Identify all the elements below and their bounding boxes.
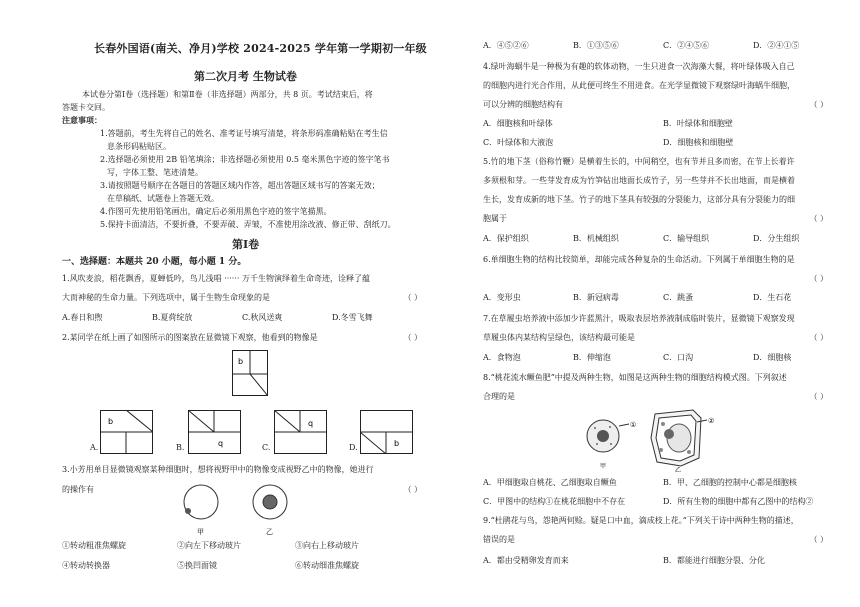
section-title: 一、选择题：本题共 20 小题，每小题 1 分。 xyxy=(62,257,247,267)
option-c: C．口沟 xyxy=(663,353,694,362)
option-a: A.春日和煦 xyxy=(62,313,103,322)
q3-field-of-view-figure xyxy=(174,482,304,538)
q3-operation: ④转动转换器 xyxy=(62,561,110,570)
q2-option-c-letter: q xyxy=(308,419,314,428)
q8-cell-figure xyxy=(583,408,733,472)
q2-option-c-figure xyxy=(274,410,327,454)
intro-text: 答题卡交回。 xyxy=(62,103,110,112)
notice-title: 注意事项： xyxy=(62,115,102,125)
option-c: C．输导组织 xyxy=(663,234,710,243)
notice-line: 息条形码粘贴区。 xyxy=(107,142,171,151)
question-2-stem: 2.某同学在纸上画了如图所示的图案放在显微镜下观察，他看到的物像是 （ ） xyxy=(62,333,422,342)
q2-option-b-figure xyxy=(188,410,241,454)
question-1-stem: 大而神秘的生命力量。下列选项中，属于生物生命现象的是 （ ） xyxy=(62,293,422,302)
question-1-stem: 1.风吹麦浪，稻花飘香，夏蝉低吟，鸟儿浅唱 ······ 万千生物演绎着生命奇迹，诠释了蕴 xyxy=(62,274,370,283)
question-4-stem: 可以分辨的细胞结构有 （ ） xyxy=(483,100,828,109)
q3-option-b: B．①③⑤⑥ xyxy=(573,41,619,50)
question-5-stem: 生长，发育成新的地下茎。竹子的地下茎具有较强的分裂能力，这部分具有分裂能力的细 xyxy=(483,195,795,204)
question-6-stem: 6.单细胞生物的结构比较简单，却能完成各种复杂的生命活动。下列属于单细胞生物的是 xyxy=(483,255,795,264)
q2-option-a-figure xyxy=(100,410,153,454)
question-3-stem: 的操作有 （ ） xyxy=(62,485,422,494)
option-c: C．跳蚤 xyxy=(663,293,694,302)
q3-operation: ①转动粗准焦螺旋 xyxy=(62,541,126,550)
option-a: A．食物泡 xyxy=(483,353,521,362)
q3-option-d: D．②④①⑤ xyxy=(753,41,800,50)
q2-option-c-label: C. xyxy=(262,443,271,452)
question-5-stem: 胞属于 （ ） xyxy=(483,214,828,223)
option-b: B．机械组织 xyxy=(573,234,619,243)
exam-title: 长春外国语(南关、净月)学校 2024-2025 学年第一学期初一年级 xyxy=(94,42,427,55)
q3-operation: ③向右上移动玻片 xyxy=(295,541,359,550)
q2-option-a-label: A. xyxy=(90,443,99,452)
notice-line: 写，字体工整、笔迹清楚。 xyxy=(107,168,203,177)
option-d: D．分生组织 xyxy=(753,234,800,243)
question-7-stem: 草履虫体内某结构呈绿色，该结构最可能是 （ ） xyxy=(483,333,828,342)
option-d: D．所有生物的细胞中都有乙图中的结构② xyxy=(663,497,814,506)
q2-option-b-label: B. xyxy=(176,443,185,452)
q3-operation: ⑤换凹面镜 xyxy=(177,561,217,570)
option-a: A．甲细胞取自桃花、乙细胞取自鳜鱼 xyxy=(483,478,617,487)
question-3-stem: 3.小芳用单目显微镜观察某种细胞时，想将视野甲中的物像变成视野乙中的物像，她进行 xyxy=(62,465,374,474)
question-4-stem: 4.绿叶海蜗牛是一种极为有趣的软体动物，一生只进食一次海藻大餐，将叶绿体吸入自己 xyxy=(483,62,795,71)
notice-line: 1.答题前，考生先将自己的姓名、准考证号填写清楚，将条形码准确粘贴在考生信 xyxy=(100,129,388,138)
exam-subtitle: 第二次月考 生物试卷 xyxy=(194,70,297,83)
question-5-stem: 多须根和芽。一些芽发育成为竹笋钻出地面长成竹子，另一些芽并不长出地面，而是横着 xyxy=(483,176,795,185)
q8-label-yi: 乙 xyxy=(675,467,682,472)
q3-option-a: A．④⑤②⑥ xyxy=(483,41,529,50)
q2-option-a-letter: b xyxy=(108,417,114,426)
q3-label-yi: 乙 xyxy=(266,528,273,536)
question-9-stem: 错误的是 （ ） xyxy=(483,535,828,544)
intro-text: 本试卷分第Ⅰ卷（选择题）和第Ⅱ卷（非选择题）两部分，共 8 页。考试结束后，将 xyxy=(82,90,373,99)
option-b: B．甲、乙细胞的控制中心都是细胞核 xyxy=(663,478,797,487)
q2-figure-letter: b xyxy=(238,357,244,366)
question-8-stem: 8.“桃花流水鳜鱼肥”中提及两种生物，如图是这两种生物的细胞结构模式图。下列叙述 xyxy=(483,373,787,382)
option-c: C.秋风送爽 xyxy=(242,313,283,322)
question-4-stem: 的细胞内进行光合作用，从此便可终生不用进食。在光学显微镜下观察绿叶海蜗牛细胞， xyxy=(483,81,795,90)
option-a: A．保护组织 xyxy=(483,234,529,243)
q2-option-b-letter: q xyxy=(218,439,224,448)
question-5-stem: 5.竹的地下茎（俗称竹鞭）是横着生长的，中间稍空，也有节并且多而密，在节上长着许 xyxy=(483,157,795,166)
notice-line: 2.选择题必须使用 2B 铅笔填涂；非选择题必须使用 0.5 毫米黑色字迹的签字笔书 xyxy=(100,155,390,164)
option-a: A．都由受精卵发育而来 xyxy=(483,556,569,565)
left-column xyxy=(62,0,427,607)
notice-line: 在草稿纸、试题卷上答题无效。 xyxy=(107,194,219,203)
right-column: A．④⑤②⑥ B．①③⑤⑥ C．②④⑤⑥ D．②④①⑤ 4.绿叶海蜗牛是一种极为有趣的软体动物，一生只进食一次海藻大餐，将叶绿体吸入自己 的细胞内进行光合作用，从此便可终生不用进食。在光学显微镜下观察绿叶海蜗牛细胞， 可以分辨的细胞结构有 （ ） A．细胞核和叶绿体 B．叶绿体和细胞壁 C．叶绿体和大液泡 D．细胞核和细胞壁 5.竹的地下茎（俗称竹鞭）是横着生长的，中间稍空，也有节并且多而密，在节上长着许 多须根和芽。一些芽发育成为竹笋钻出地面长成竹子，另一些芽并不长出地面，而是横着 生长，发育成新的地下茎。竹子的地下茎具有较强的分裂能力，这部分具有分裂能力的细 胞属于 （ ） A．保护组织 B．机械组织 C．输导组织 D．分生组织 6.单细胞生物的结构比较简单，却能完成各种复杂的生命活动。下列属于单细胞生物的是 （ ） A．变形虫 B．新冠病毒 C．跳蚤 D．生石花 7.在草履虫培养液中添加少许蓝黑汁，吸取表层培养液制成临时装片，显微镜下观察发现 草履虫体内某结构呈绿色，该结构最可能是 （ ） A．食物泡 B．伸缩泡 C．口沟 D．细胞核 8.“桃花流水鳜鱼肥”中提及两种生物，如图是这两种生物的细胞结构模式图。下列叙述 合理的是 （ ） ① 甲 ② 乙 A．甲细胞取自桃花、乙细胞取自鳜鱼 B．甲、乙细胞的控制中心都是细胞核 C．甲图中的结构①在桃花细胞中不存在 D．所有生物的细胞中都有乙图中的结构② 9.“杜鹃花与鸟，怨艳两何赊。疑是口中血，滴成枝上花。”下列关于诗中两种生物的描述， 错误的是 （ ） A．都由受精卵发育而来 B．都能进行细胞分裂、分化 xyxy=(483,41,828,565)
option-d: D．细胞核和细胞壁 xyxy=(663,138,734,147)
q3-operation: ②向左下移动玻片 xyxy=(177,541,241,550)
q2-option-d-letter: b xyxy=(394,439,400,448)
option-d: D．生石花 xyxy=(753,293,792,302)
notice-line: 3.请按照题号顺序在各题目的答题区域内作答，超出答题区域书写的答案无效； xyxy=(100,181,380,190)
volume-title: 第Ⅰ卷 xyxy=(232,238,260,251)
q2-option-d-label: D. xyxy=(349,443,358,452)
option-b: B．叶绿体和细胞壁 xyxy=(663,119,733,128)
option-b: B．新冠病毒 xyxy=(573,293,619,302)
option-a: A．变形虫 xyxy=(483,293,521,302)
option-a: A．细胞核和叶绿体 xyxy=(483,119,553,128)
notice-line: 4.作图可先使用铅笔画出，确定后必须用黑色字迹的签字笔描黑。 xyxy=(100,207,332,216)
q8-label-1: ① xyxy=(630,421,637,429)
q2-option-d-figure xyxy=(360,410,413,454)
q8-label-jia: 甲 xyxy=(600,463,607,470)
q2-original-figure xyxy=(232,350,268,396)
option-b: B．伸缩泡 xyxy=(573,353,611,362)
question-8-stem: 合理的是 （ ） xyxy=(483,392,828,401)
q3-operation: ⑥转动细准焦螺旋 xyxy=(295,561,359,570)
option-d: D.冬雪飞舞 xyxy=(332,313,373,322)
question-7-stem: 7.在草履虫培养液中添加少许蓝黑汁，吸取表层培养液制成临时装片，显微镜下观察发现 xyxy=(483,314,795,323)
q3-option-c: C．②④⑤⑥ xyxy=(663,41,710,50)
notice-line: 5.保持卡面清洁，不要折叠，不要弄破、弄皱，不准使用涂改液、修正带、刮纸刀。 xyxy=(100,220,396,229)
option-c: C．叶绿体和大液泡 xyxy=(483,138,554,147)
option-b: B.夏荷绽放 xyxy=(152,313,193,322)
option-b: B．都能进行细胞分裂、分化 xyxy=(663,556,765,565)
q3-label-jia: 甲 xyxy=(197,528,204,536)
q8-label-2: ② xyxy=(708,417,715,425)
option-d: D．细胞核 xyxy=(753,353,792,362)
option-c: C．甲图中的结构①在桃花细胞中不存在 xyxy=(483,497,626,506)
question-9-stem: 9.“杜鹃花与鸟，怨艳两何赊。疑是口中血，滴成枝上花。”下列关于诗中两种生物的描述， xyxy=(483,516,799,525)
